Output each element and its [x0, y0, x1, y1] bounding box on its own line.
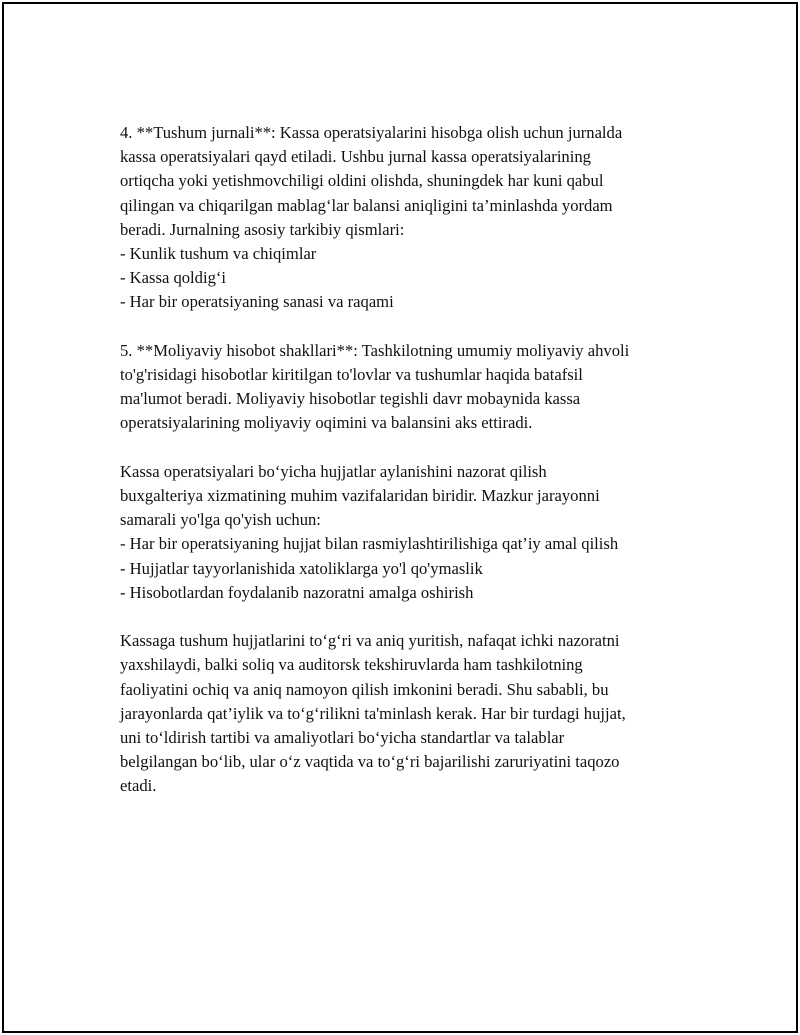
list-item: - Hujjatlar tayyorlanishida xatoliklarga yo'l qo'ymaslik [120, 558, 483, 578]
section-xulosa [120, 629, 710, 798]
paragraph-line: beradi. Jurnalning asosiy tarkibiy qismlari: [120, 219, 405, 239]
paragraph-line: qilingan va chiqarilgan mablag‘lar balansi aniqligini ta’minlashda yordam [120, 195, 613, 215]
section-moliyaviy-hisobot [120, 339, 710, 436]
list-item: - Har bir operatsiyaning hujjat bilan rasmiylashtirilishiga qat’iy amal qilish [120, 534, 619, 554]
page-frame [2, 2, 798, 1033]
list-item: - Kunlik tushum va chiqimlar [120, 244, 317, 264]
section-tushum-jurnali [120, 121, 710, 315]
paragraph-line: 4. **Tushum jurnali**: Kassa operatsiyalarini hisobga olish uchun jurnalda [120, 123, 623, 142]
paragraph-line: 5. **Moliyaviy hisobot shakllari**: Tashkilotning umumiy moliyaviy ahvoli [120, 340, 630, 360]
document-body [120, 121, 710, 823]
paragraph-line: samarali yo'lga qo'yish uchun: [120, 510, 321, 530]
paragraph-line: buxgalteriya xizmatining muhim vazifalaridan biridir. Mazkur jarayonni [120, 486, 600, 506]
paragraph-line: yaxshilaydi, balki soliq va auditorsk tekshiruvlarda ham tashkilotning [120, 655, 583, 675]
paragraph-line: operatsiyalarining moliyaviy oqimini va balansini aks ettiradi. [120, 413, 533, 433]
paragraph-line: Kassa operatsiyalari bo‘yicha hujjatlar aylanishini nazorat qilish [120, 461, 547, 481]
list-item: - Kassa qoldig‘i [120, 268, 226, 288]
paragraph-line: belgilangan bo‘lib, ular o‘z vaqtida va to‘g‘ri bajarilishi zaruriyatini taqozo [120, 752, 620, 772]
paragraph-line: etadi. [120, 776, 157, 796]
paragraph-line: ma'lumot beradi. Moliyaviy hisobotlar tegishli davr mobaynida kassa [120, 389, 581, 409]
list-item: - Hisobotlardan foydalanib nazoratni amalga oshirish [120, 582, 474, 602]
paragraph-line: jarayonlarda qat’iylik va to‘g‘rilikni ta'minlash kerak. Har bir turdagi hujjat, [120, 703, 626, 723]
paragraph-line: kassa operatsiyalari qayd etiladi. Ushbu jurnal kassa operatsiyalarining [120, 147, 591, 167]
paragraph-line: faoliyatini ochiq va aniq namoyon qilish imkonini beradi. Shu sababli, bu [120, 679, 609, 699]
section-nazorat [120, 460, 710, 605]
paragraph-line: to'g'risidagi hisobotlar kiritilgan to'lovlar va tushumlar haqida batafsil [120, 365, 583, 385]
paragraph-line: ortiqcha yoki yetishmovchiligi oldini olishda, shuningdek har kuni qabul [120, 171, 604, 191]
paragraph-line: Kassaga tushum hujjatlarini to‘g‘ri va aniq yuritish, nafaqat ichki nazoratni [120, 631, 620, 651]
paragraph-line: uni to‘ldirish tartibi va amaliyotlari bo‘yicha standartlar va talablar [120, 728, 565, 748]
list-item: - Har bir operatsiyaning sanasi va raqami [120, 292, 394, 312]
